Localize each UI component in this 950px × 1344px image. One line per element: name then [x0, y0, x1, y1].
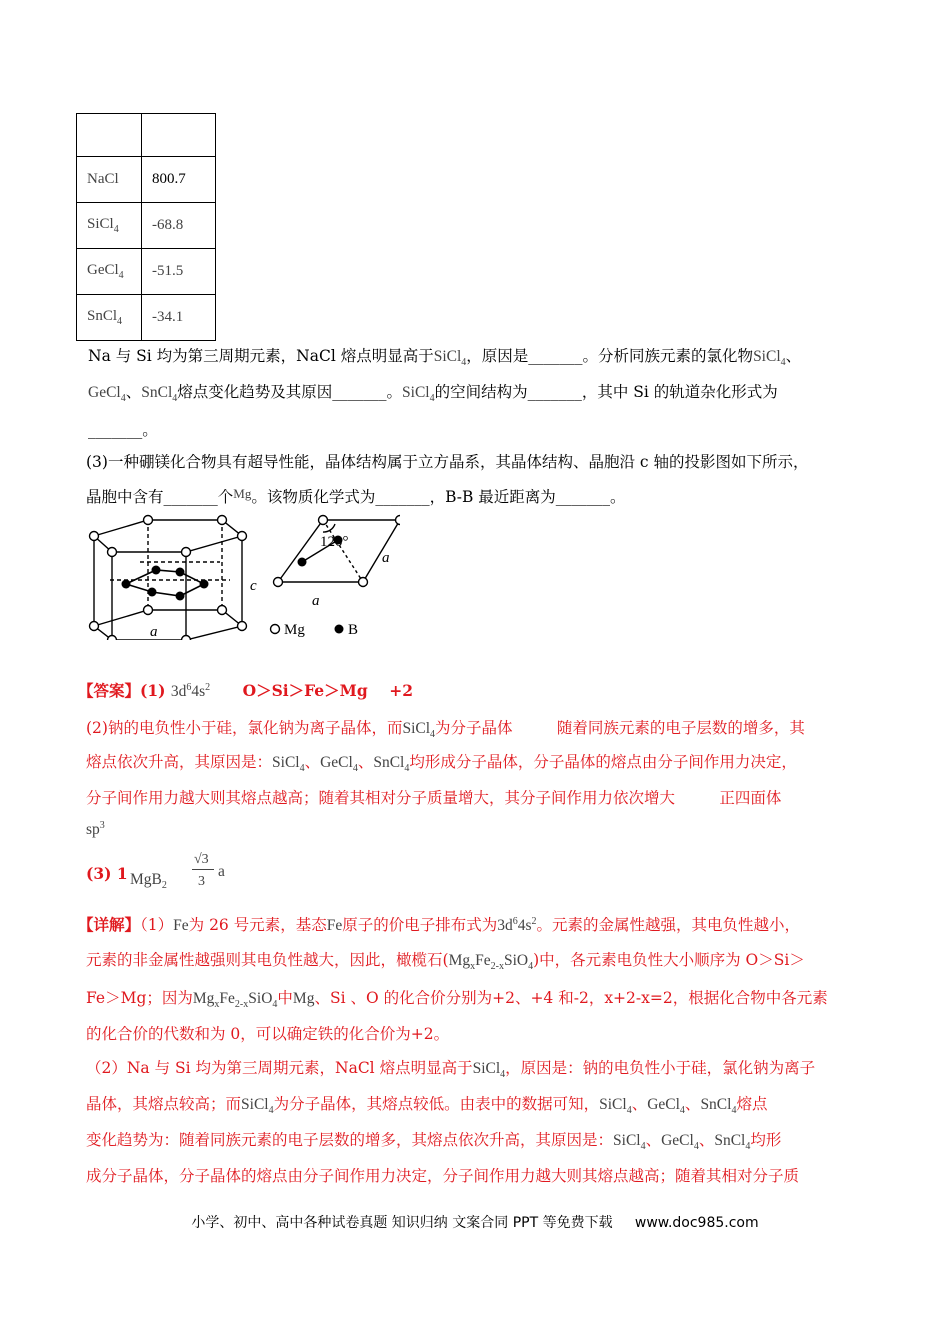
- footer-site-link[interactable]: www.doc985.com: [634, 1215, 759, 1231]
- table-cell-name: [77, 295, 142, 341]
- fraction-bar: [192, 869, 214, 870]
- formula-gecl4: GeCl$_4$: [87, 262, 124, 281]
- q3-line-2: 晶胞中含有_______个$^{Mg}$。该物质化学式为_______，B-B 最近距离为_______。: [86, 486, 626, 506]
- document-page: NaCl 800.7 SiCl$_4$ -68.8 GeCl$_4$ -51.5 SnCl$_4$ -34.1 Na 与 Si 均为第三周期元素，NaCl 熔点明显高于SiCl$_4$，原因是_______。分析同族元素的氯化物SiCl$_4$、 GeCl$_4$、SnCl$_4$熔点变化趋势及其原因_______。SiCl$_4$的空间结构为_______，其中 Si 的轨道杂化形式为 _______。 (3)一种硼镁化合物具有超导性能，晶体结构属于立方晶系，其晶体结构、晶胞沿 c 轴的投影图如下所示， 晶胞中含有_______个$^{Mg}$。该物质化学式为_______，B-B 最近距离为_______。 c a a a 120° Mg B 【答案】(1) $3d^64s^2$ O＞Si＞Fe＞Mg +2 (2)钠的电负性小于硅，氯化钠为离子晶体，而SiCl$_4$为分子晶体 随着同族元素的电子层数的增多，其 熔点依次升高，其原因是：SiCl$_4$、GeCl$_4$、SnCl$_4$均形成分子晶体，分子晶体的熔点由分子间作用力决定， 分子间作用力越大则其熔点越高；随着其相对分子质量增大，其分子间作用力依次增大 正四面体 $sp^3$ (3) 1 MgB$_2$ √3 3 a 【详解】（1）Fe为 26 号元素，基态Fe原子的价电子排布式为$3d^64s^2$。元素的金属性越强，其电负性越小， 元素的非金属性越强则其电负性越大，因此，橄榄石$(Mg_xFe_{2-x}SiO_4)$中，各元素电负性大小顺序为 O＞Si＞ Fe＞Mg；因为$Mg_xFe_{2-x}SiO_4$中Mg、Si 、O 的化合价分别为+2、+4 和-2，x+2-x=2，根据化合物中各元素 的化合价的代数和为 0，可以确定铁的化合价为+2。 （2）Na 与 Si 均为第三周期元素，NaCl 熔点明显高于SiCl$_4$，原因是：钠的电负性小于硅，氯化钠为离子 晶体，其熔点较高；而SiCl$_4$为分子晶体，其熔点较低。由表中的数据可知，SiCl$_4$、GeCl$_4$、SnCl$_4$熔点 变化趋势为：随着同族元素的电子层数的增多，其熔点依次升高，其原因是：SiCl$_4$、GeCl$_4$、SnCl$_4$均形 成分子晶体，分子晶体的熔点由分子间作用力决定，分子间作用力越大则其熔点越高；随着其相对分子质 小学、初中、高中各种试卷真题 知识归纳 文案合同 PPT 等免费下载 www.doc985.com: [0, 0, 950, 1344]
- formula-sicl4: SiCl$_4$: [87, 216, 119, 235]
- answer-line-4: 分子间作用力越大则其熔点越高；随着其相对分子质量增大，其分子间作用力依次增大 正四面体: [86, 789, 782, 807]
- page-footer: 小学、初中、高中各种试卷真题 知识归纳 文案合同 PPT 等免费下载 www.doc985.com: [191, 1215, 759, 1231]
- detail-line-2: 元素的非金属性越强则其电负性越大，因此，橄榄石$(Mg_xFe_{2-x}SiO_4)$中，各元素电负性大小顺序为 O＞Si＞: [86, 951, 805, 973]
- table-cell-value: -51.5: [142, 249, 216, 295]
- q2-line-3: _______。: [88, 421, 158, 439]
- q2-line-2: GeCl$_4$、SnCl$_4$熔点变化趋势及其原因_______。SiCl$_4$的空间结构为_______，其中 Si 的轨道杂化形式为: [88, 383, 778, 405]
- detail-line-4: 的化合价的代数和为 0，可以确定铁的化合价为+2。: [86, 1025, 450, 1043]
- answer-line-2: (2)钠的电负性小于硅，氯化钠为离子晶体，而SiCl$_4$为分子晶体 随着同族元素的电子层数的增多，其: [86, 719, 805, 741]
- table-row: [77, 203, 216, 249]
- table-cell-name: [77, 249, 142, 295]
- answer-line-1: 【答案】(1) $3d^64s^2$ O＞Si＞Fe＞Mg +2: [78, 681, 414, 701]
- melting-point-table: [76, 113, 216, 341]
- table-row: [77, 249, 216, 295]
- detail-line-8: 成分子晶体，分子晶体的熔点由分子间作用力决定，分子间作用力越大则其熔点越高；随着其相对分子质: [86, 1167, 800, 1185]
- prism-top: [94, 520, 242, 552]
- label-a: a: [150, 624, 158, 640]
- label-a: a: [382, 550, 390, 566]
- table-cell-value: -34.1: [142, 295, 216, 341]
- table-cell-name: [77, 114, 142, 157]
- table-cell-name: [77, 203, 142, 249]
- table-row: [77, 114, 216, 157]
- table-row: [77, 157, 216, 203]
- detail-line-1: 【详解】（1）Fe为 26 号元素，基态Fe原子的价电子排布式为$3d^64s^2$。元素的金属性越强，其电负性越小，: [78, 915, 801, 935]
- legend-mg: Mg: [284, 622, 305, 638]
- label-c: c: [250, 578, 257, 594]
- angle-label: 120°: [320, 534, 349, 550]
- answer-sp3: $sp^3$: [86, 820, 105, 839]
- detail-line-5: （2）Na 与 Si 均为第三周期元素，NaCl 熔点明显高于SiCl$_4$，原因是：钠的电负性小于硅，氯化钠为离子: [86, 1059, 816, 1081]
- table-cell-value: -68.8: [142, 203, 216, 249]
- table-cell-value: 800.7: [142, 157, 216, 203]
- detail-line-3: Fe＞Mg；因为$Mg_xFe_{2-x}SiO_4$中Mg、Si 、O 的化合价分别为+2、+4 和-2，x+2-x=2，根据化合物中各元素: [86, 989, 828, 1011]
- legend-b: B: [348, 622, 359, 638]
- crystal-structure-figure: [80, 510, 400, 640]
- table-row: [77, 295, 216, 341]
- table-cell-value: [142, 114, 216, 157]
- table-cell-name: NaCl: [77, 157, 142, 203]
- detail-line-7: 变化趋势为：随着同族元素的电子层数的增多，其熔点依次升高，其原因是：SiCl$_4$、GeCl$_4$、SnCl$_4$均形: [86, 1131, 782, 1153]
- q3-line-1: (3)一种硼镁化合物具有超导性能，晶体结构属于立方晶系，其晶体结构、晶胞沿 c 轴的投影图如下所示，: [86, 453, 809, 471]
- answer-line-3: 熔点依次升高，其原因是：SiCl$_4$、GeCl$_4$、SnCl$_4$均形成分子晶体，分子晶体的熔点由分子间作用力决定，: [86, 753, 797, 775]
- label-a: a: [312, 593, 320, 609]
- q2-line-1: Na 与 Si 均为第三周期元素，NaCl 熔点明显高于SiCl$_4$，原因是_______。分析同族元素的氯化物SiCl$_4$、: [88, 347, 802, 369]
- detail-line-6: 晶体，其熔点较高；而SiCl$_4$为分子晶体，其熔点较低。由表中的数据可知，SiCl$_4$、GeCl$_4$、SnCl$_4$熔点: [86, 1095, 768, 1117]
- formula-sncl4: SnCl$_4$: [87, 308, 123, 327]
